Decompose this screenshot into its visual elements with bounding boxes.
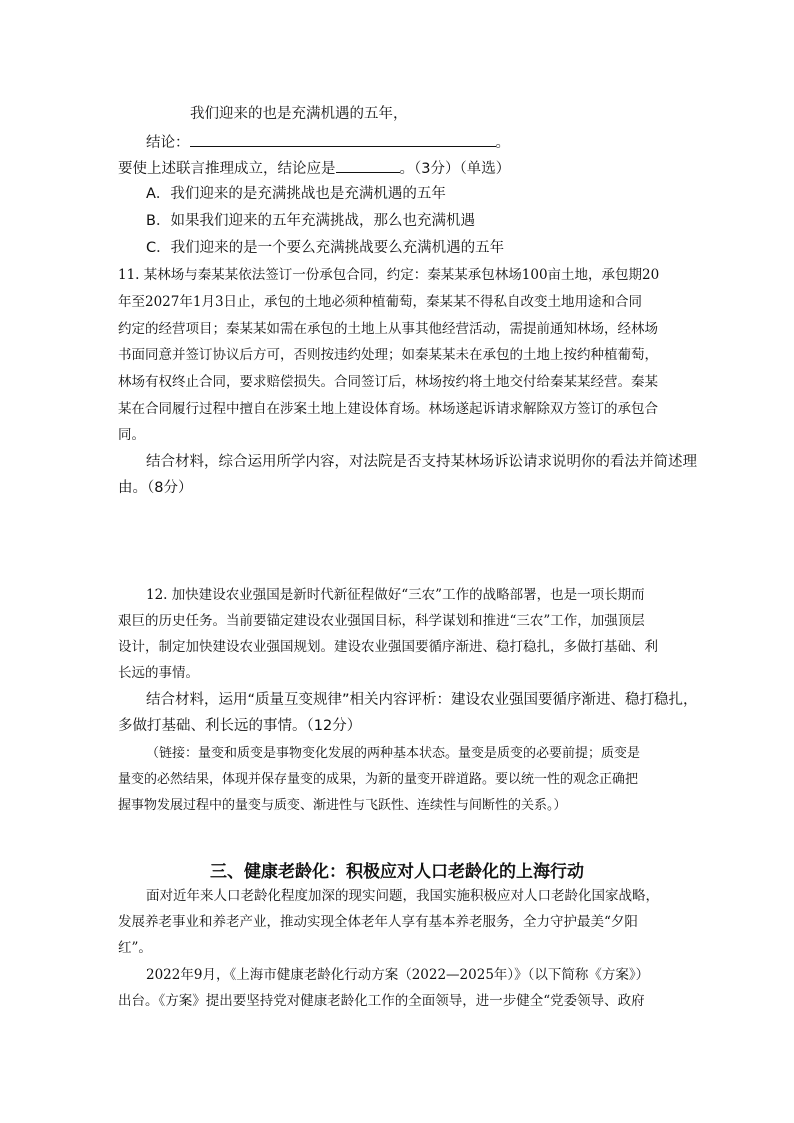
section-title: 三、健康老龄化：积极应对人口老龄化的上海行动: [210, 862, 584, 882]
q10-question-pre: 要使上述联言推理成立，结论应是: [118, 161, 336, 177]
q12-link-line: （链接：量变和质变是事物变化发展的两种基本状态。量变是质变的必要前提；质变是: [146, 746, 641, 761]
q11-material-line: 年至2027年1月3日止，承包的土地必须种植葡萄，秦某某不得私自改变土地用途和合同: [118, 294, 643, 310]
q10-option-b: B．如果我们迎来的五年充满挑战，那么也充满机遇: [146, 213, 475, 229]
q11-material-line: 11. 某林场与秦某某依法签订一份承包合同，约定：秦某某承包林场100亩土地，承包期20: [118, 267, 660, 283]
q11-material-line: 林场有权终止合同，要求赔偿损失。合同签订后，林场按约将土地交付给秦某某经营。秦某: [118, 374, 658, 390]
q12-material-line: 艰巨的历史任务。当前要锚定建设农业强国目标，科学谋划和推进“三农”工作，加强顶层: [118, 613, 645, 629]
q12-link-line: 量变的必然结果，体现并保存量变的成果，为新的量变开辟道路。要以统一性的观念正确把: [118, 772, 639, 787]
q11-material-line: 某在合同履行过程中擅自在涉案土地上建设体育场。林场遂起诉请求解除双方签订的承包合: [118, 401, 658, 417]
q10-conclusion-blank[interactable]: [190, 132, 496, 147]
q10-question-post: 。（3分）（单选）: [399, 161, 511, 177]
section3-para-line: 红”。: [118, 940, 152, 956]
q10-answer-blank[interactable]: [336, 158, 400, 173]
section3-para-line: 出台。《方案》提出要坚持党对健康老龄化工作的全面领导，进一步健全“党委领导、政府: [118, 993, 645, 1009]
q11-material-line: 约定的经营项目；秦某某如需在承包的土地上从事其他经营活动，需提前通知林场，经林场: [118, 321, 658, 337]
section3-para-line: 2022年9月，《上海市健康老龄化行动方案（2022—2025年）》（以下简称《方案》）: [146, 967, 650, 983]
q10-option-a: A．我们迎来的是充满挑战也是充满机遇的五年: [146, 186, 446, 202]
q10-conclusion-line: [146, 132, 510, 153]
q10-conclusion-label: 结论：: [146, 135, 190, 151]
q11-task-line: 由。（8分）: [118, 480, 193, 496]
q10-conclusion-end: 。: [495, 135, 510, 151]
q12-task-line: 结合材料，运用“质量互变规律”相关内容评析：建设农业强国要循序渐进、稳打稳扎，: [146, 692, 698, 708]
q12-material-line: 12. 加快建设农业强国是新时代新征程做好“三农”工作的战略部署，也是一项长期而: [146, 587, 645, 603]
q12-link-line: 握事物发展过程中的量变与质变、渐进性与飞跃性、连续性与间断性的关系。）: [118, 798, 567, 813]
q11-material-line: 书面同意并签订协议后方可，否则按违约处理；如秦某某未在承包的土地上按约种植葡萄，: [118, 347, 658, 363]
section3-para-line: 发展养老事业和养老产业，推动实现全体老年人享有基本养老服务，全力守护最美“夕阳: [118, 914, 638, 930]
q12-material-line: 长远的事情。: [118, 665, 199, 681]
q12-task-line: 多做打基础、利长远的事情。（12分）: [118, 718, 362, 734]
q12-material-line: 设计，制定加快建设农业强国规划。建设农业强国要循序渐进、稳打稳扎，多做打基础、利: [118, 639, 658, 655]
q10-option-c: C．我们迎来的是一个要么充满挑战要么充满机遇的五年: [146, 240, 505, 256]
q10-question: [118, 158, 510, 179]
section3-para-line: 面对近年来人口老龄化程度加深的现实问题，我国实施积极应对人口老龄化国家战略，: [146, 888, 659, 904]
q11-task-line: 结合材料，综合运用所学内容，对法院是否支持某林场诉讼请求说明你的看法并简述理: [146, 454, 697, 470]
q11-material-line: 同。: [118, 427, 145, 443]
q10-premise: 我们迎来的也是充满机遇的五年，: [190, 106, 408, 122]
